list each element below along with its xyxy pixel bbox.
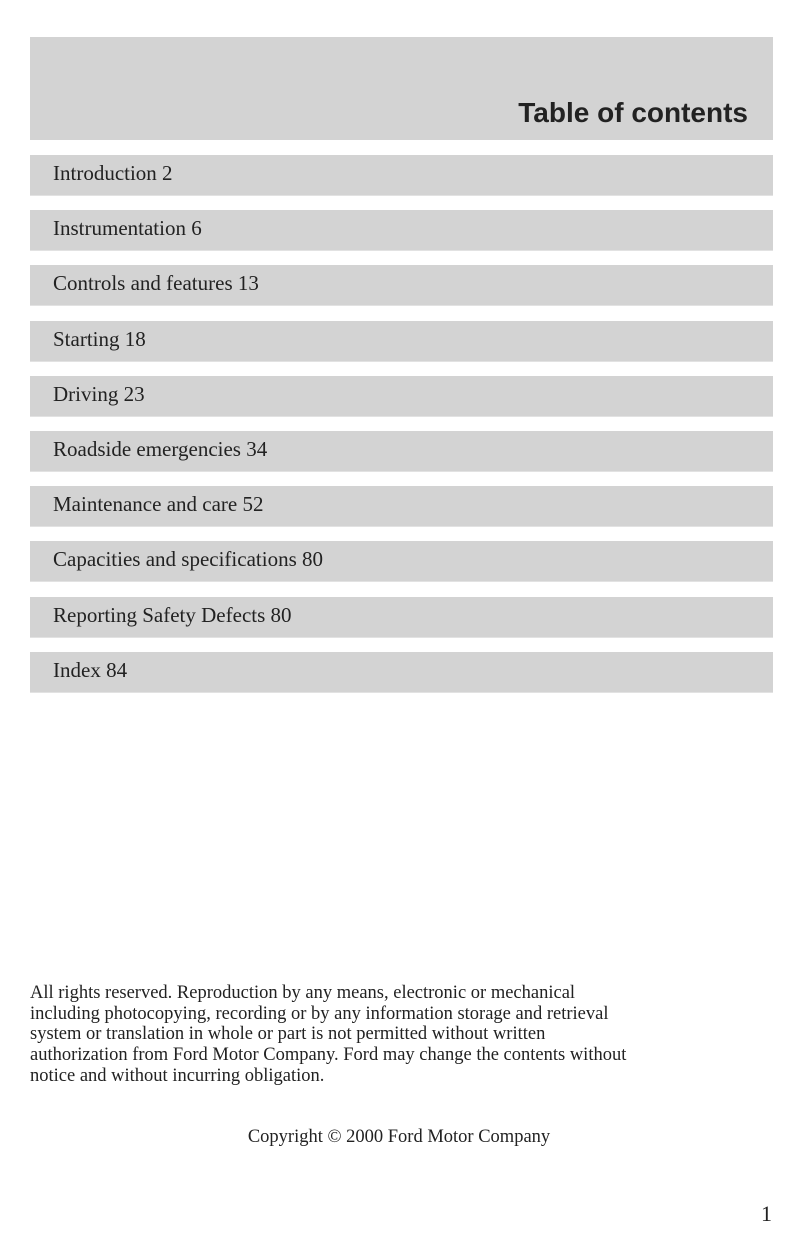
toc-item-label: Index 84: [53, 657, 128, 682]
toc-item-label: Capacities and specifications 80: [53, 547, 323, 572]
copyright-notice: Copyright © 2000 Ford Motor Company: [247, 1127, 551, 1147]
page-title: Table of contents: [518, 97, 748, 128]
legal-line: including photocopying, recording or by any information storage and retrieval: [30, 1003, 609, 1024]
legal-line: authorization from Ford Motor Company. Ford may change the contents without: [30, 1045, 627, 1066]
toc-item-maintenance-and-care[interactable]: [30, 486, 773, 527]
toc-item-introduction[interactable]: [30, 155, 773, 196]
toc-item-index[interactable]: [30, 652, 773, 693]
header-banner: [30, 37, 773, 140]
toc-item-label: Driving 23: [53, 381, 145, 406]
toc-item-capacities-and-specifications[interactable]: [30, 541, 773, 582]
legal-line: system or translation in whole or part is not permitted without written: [30, 1024, 546, 1045]
legal-notice: [30, 983, 770, 1087]
legal-line: notice and without incurring obligation.: [30, 1065, 325, 1086]
toc-item-label: Roadside emergencies 34: [53, 436, 268, 461]
toc-item-driving[interactable]: [30, 376, 773, 417]
toc-item-starting[interactable]: [30, 321, 773, 362]
toc-item-label: Maintenance and care 52: [53, 492, 264, 517]
page-number: 1: [761, 1201, 772, 1226]
toc-item-label: Reporting Safety Defects 80: [53, 602, 292, 627]
toc-item-label: Instrumentation 6: [53, 216, 202, 241]
table-of-contents: [30, 155, 773, 707]
toc-item-instrumentation[interactable]: [30, 210, 773, 251]
toc-item-label: Starting 18: [53, 326, 146, 351]
toc-item-label: Controls and features 13: [53, 271, 259, 296]
toc-item-label: Introduction 2: [53, 161, 173, 185]
legal-line: All rights reserved. Reproduction by any means, electronic or mechanical: [30, 983, 576, 1003]
toc-item-controls-and-features[interactable]: [30, 265, 773, 306]
toc-item-reporting-safety-defects[interactable]: [30, 597, 773, 638]
toc-item-roadside-emergencies[interactable]: [30, 431, 773, 472]
